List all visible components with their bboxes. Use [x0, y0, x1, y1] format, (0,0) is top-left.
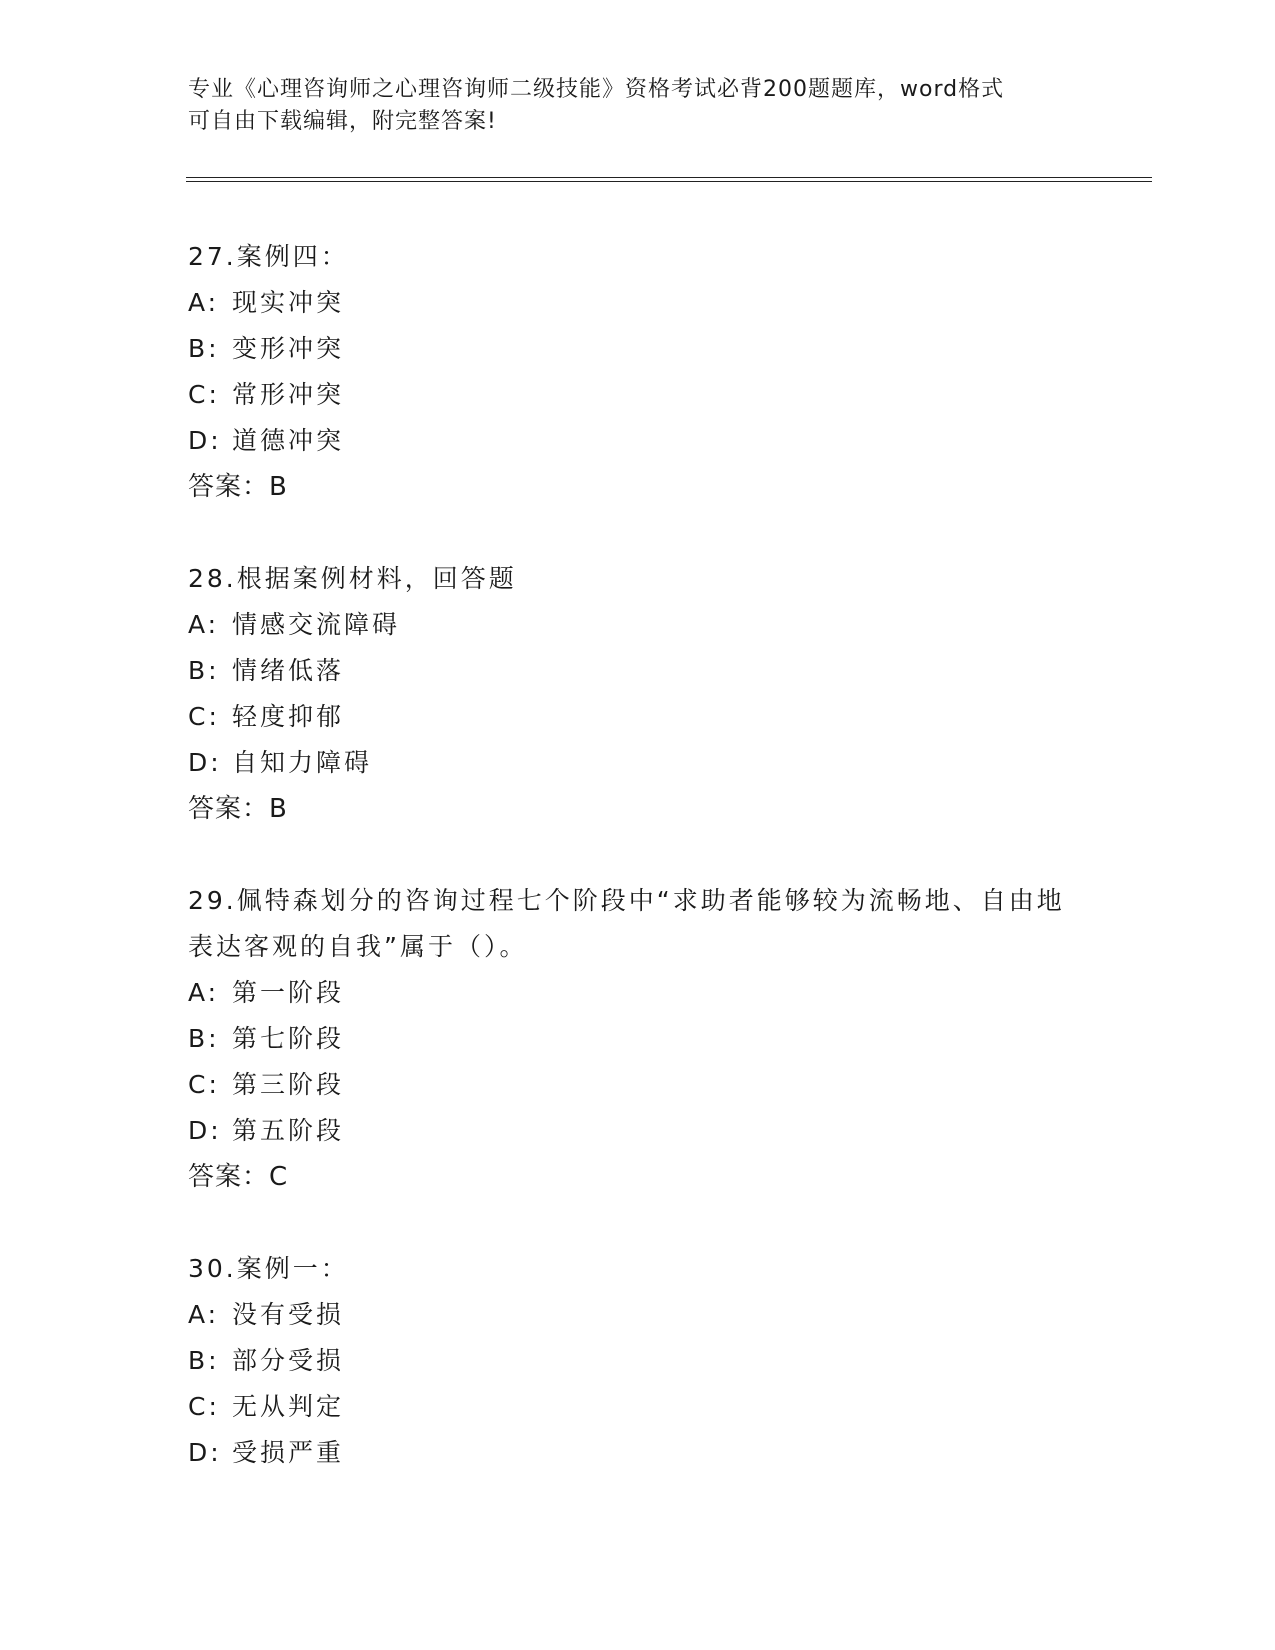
option-c: [188, 1062, 1088, 1108]
header-double-rule: [186, 177, 1152, 182]
option-text: 第三阶段: [232, 1070, 345, 1099]
option-b: [188, 326, 1088, 372]
option-letter: A:: [188, 610, 220, 639]
option-text: 情感交流障碍: [232, 610, 401, 639]
question-stem: 28.根据案例材料，回答题: [188, 564, 517, 593]
option-d: [188, 740, 1088, 786]
option-text: 轻度抑郁: [232, 702, 345, 731]
option-a: [188, 280, 1088, 326]
option-text: 第五阶段: [232, 1116, 345, 1145]
option-b: [188, 648, 1088, 694]
option-letter: B:: [188, 1024, 220, 1053]
document-header: [188, 74, 1068, 138]
option-text: 第一阶段: [232, 978, 345, 1007]
option-letter: C:: [188, 1392, 220, 1421]
option-text: 情绪低落: [232, 656, 345, 685]
question-stem: 30.案例一：: [188, 1254, 349, 1283]
option-text: 变形冲突: [232, 334, 345, 363]
option-letter: D:: [188, 1438, 222, 1467]
question-28: [188, 556, 1088, 832]
header-line-2: 可自由下载编辑，附完整答案!: [188, 109, 497, 134]
option-letter: C:: [188, 1070, 220, 1099]
option-text: 无从判定: [232, 1392, 345, 1421]
option-letter: A:: [188, 978, 220, 1007]
question-27: [188, 234, 1088, 510]
option-a: [188, 1292, 1088, 1338]
option-letter: D:: [188, 426, 222, 455]
option-letter: B:: [188, 1346, 220, 1375]
option-d: [188, 1108, 1088, 1154]
option-letter: B:: [188, 656, 220, 685]
option-letter: D:: [188, 1116, 222, 1145]
question-list: [188, 234, 1088, 1522]
option-a: [188, 602, 1088, 648]
option-c: [188, 694, 1088, 740]
question-stem: 27.案例四：: [188, 242, 349, 271]
option-b: [188, 1016, 1088, 1062]
option-letter: A:: [188, 288, 220, 317]
option-letter: A:: [188, 1300, 220, 1329]
option-letter: C:: [188, 702, 220, 731]
question-30: [188, 1246, 1088, 1476]
option-text: 受损严重: [232, 1438, 345, 1467]
option-text: 现实冲突: [232, 288, 345, 317]
option-text: 部分受损: [232, 1346, 345, 1375]
answer-line: 答案：C: [188, 1162, 289, 1192]
option-letter: D:: [188, 748, 222, 777]
option-b: [188, 1338, 1088, 1384]
question-stem: 29.佩特森划分的咨询过程七个阶段中“求助者能够较为流畅地、自由地表达客观的自我”属于（）。: [188, 886, 1065, 961]
option-a: [188, 970, 1088, 1016]
answer-line: 答案：B: [188, 794, 288, 824]
option-text: 自知力障碍: [232, 748, 373, 777]
option-c: [188, 1384, 1088, 1430]
option-d: [188, 1430, 1088, 1476]
option-d: [188, 418, 1088, 464]
header-line-1: 专业《心理咨询师之心理咨询师二级技能》资格考试必背200题题库，word格式: [188, 77, 1005, 102]
option-c: [188, 372, 1088, 418]
answer-line: 答案：B: [188, 472, 288, 502]
option-text: 道德冲突: [232, 426, 345, 455]
option-text: 第七阶段: [232, 1024, 345, 1053]
option-text: 没有受损: [232, 1300, 345, 1329]
option-text: 常形冲突: [232, 380, 345, 409]
question-29: [188, 878, 1088, 1200]
option-letter: B:: [188, 334, 220, 363]
option-letter: C:: [188, 380, 220, 409]
